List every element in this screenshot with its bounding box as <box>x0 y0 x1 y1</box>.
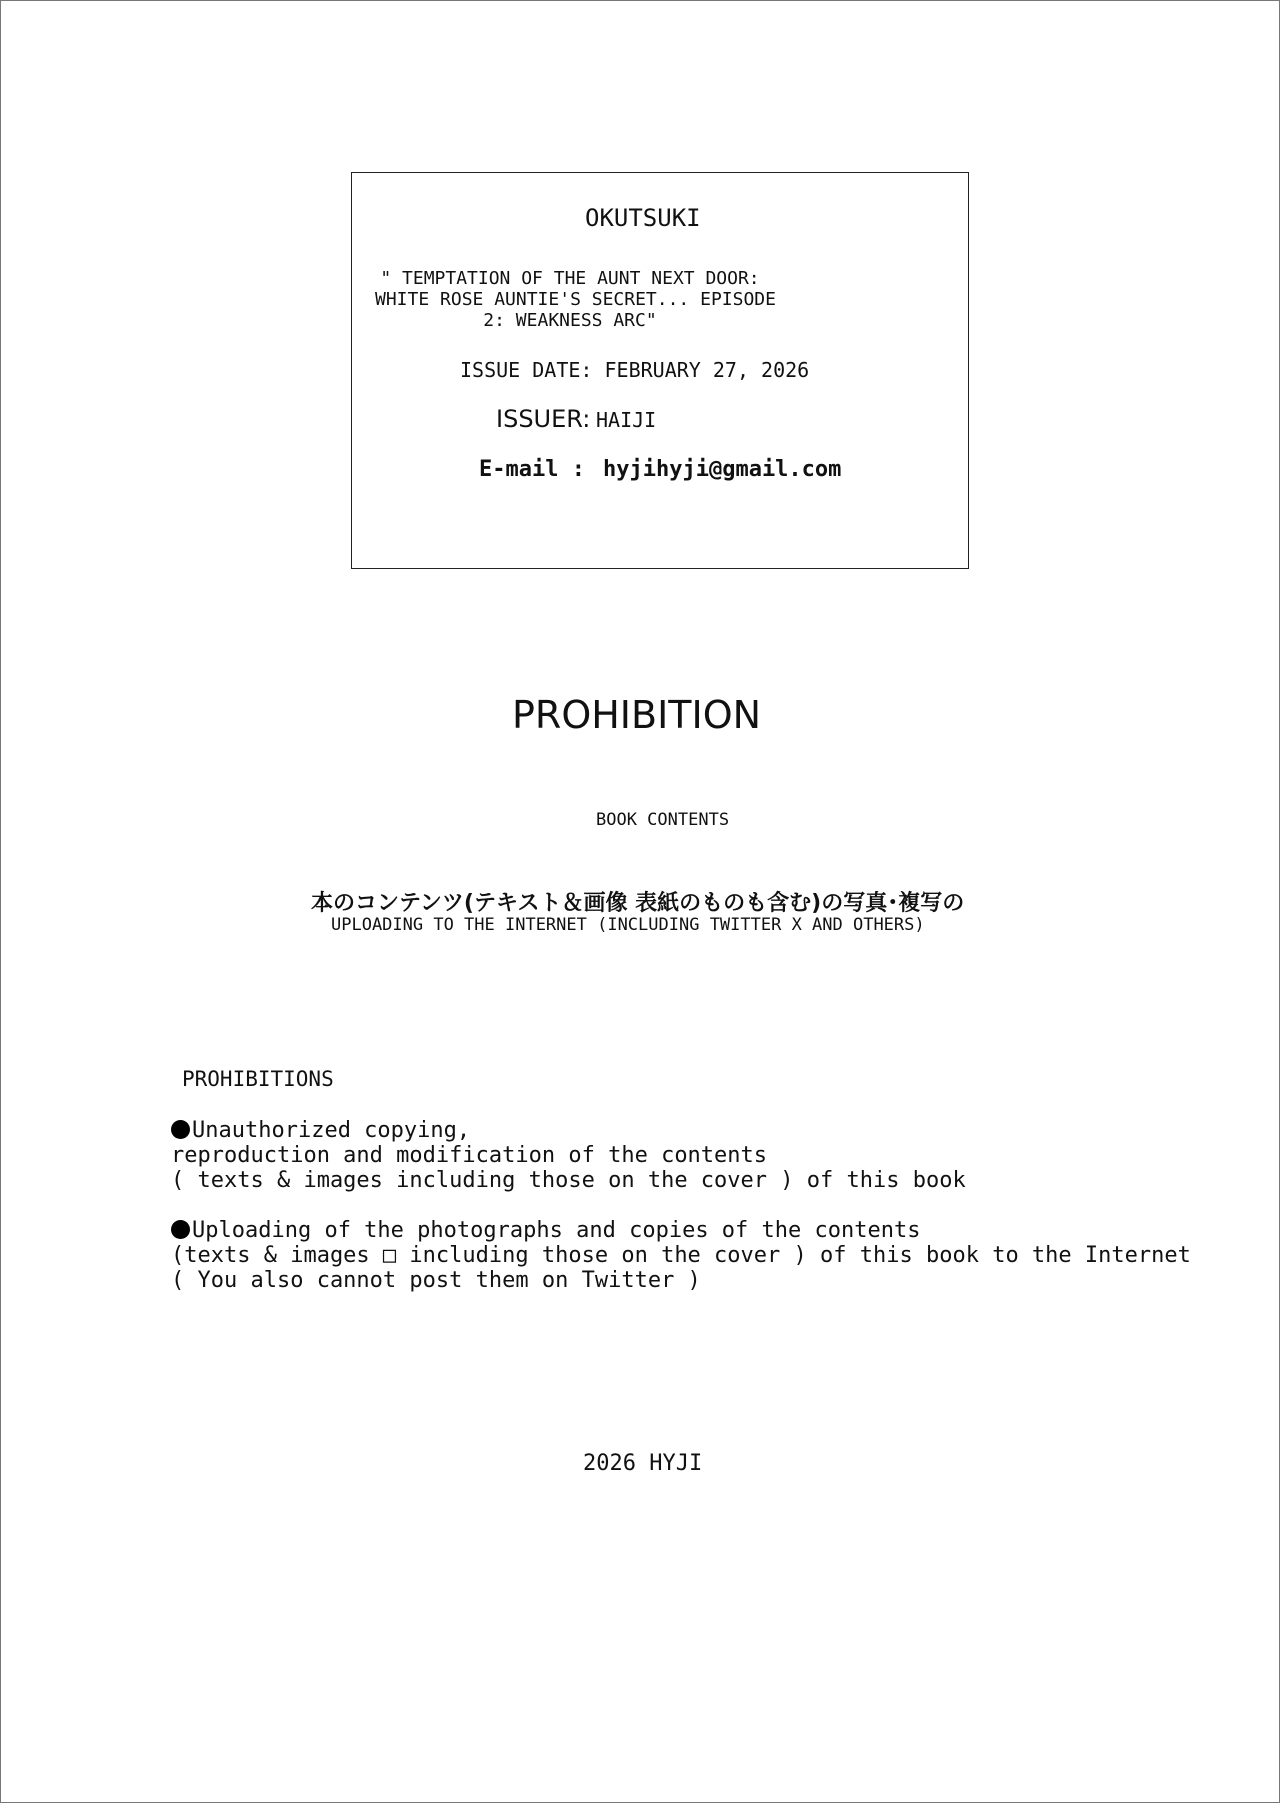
rule-copying-line-3: ( texts & images including those on the cover ) of this book <box>171 1168 966 1193</box>
circle-name: OKUTSUKI <box>585 204 701 232</box>
book-contents-label: BOOK CONTENTS <box>596 810 730 830</box>
bullet-icon <box>171 1220 190 1239</box>
prohibition-rules <box>171 1118 1191 1318</box>
email-label: E-mail : <box>479 457 585 482</box>
issuer-name: HAIJI <box>596 408 657 432</box>
rule-uploading-line-1: Uploading of the photographs and copies of the contents <box>192 1218 921 1243</box>
prohibition-heading: PROHIBITION <box>512 693 762 737</box>
work-title-line-3: 2: WEAKNESS ARC" <box>483 310 657 331</box>
rule-copying <box>171 1118 1191 1193</box>
rule-uploading-line-2: (texts & images □ including those on the cover ) of this book to the Internet <box>171 1243 1191 1268</box>
issue-date: ISSUE DATE: FEBRUARY 27, 2026 <box>460 358 810 382</box>
bullet-icon <box>171 1120 190 1139</box>
email-address: hyjihyji@gmail.com <box>603 457 842 482</box>
prohibitions-label: PROHIBITIONS <box>182 1067 334 1091</box>
work-title-line-1: " TEMPTATION OF THE AUNT NEXT DOOR: <box>380 268 760 289</box>
footer-copyright: 2026 HYJI <box>583 1451 703 1476</box>
issuer-label: ISSUER: <box>496 405 591 433</box>
rule-copying-line-2: reproduction and modification of the contents <box>171 1143 768 1168</box>
rule-uploading-line-3: ( You also cannot post them on Twitter ) <box>171 1268 701 1293</box>
rule-copying-line-1: Unauthorized copying, <box>192 1118 471 1143</box>
work-title-line-2: WHITE ROSE AUNTIE'S SECRET... EPISODE <box>375 289 776 310</box>
japanese-notice-line: 本のコンテンツ(テキスト＆画像 表紙のものも含む)の写真･複写の <box>311 891 965 916</box>
work-title <box>375 268 776 331</box>
upload-notice-line: UPLOADING TO THE INTERNET (INCLUDING TWITTER X AND OTHERS) <box>331 915 925 935</box>
rule-uploading <box>171 1218 1191 1293</box>
